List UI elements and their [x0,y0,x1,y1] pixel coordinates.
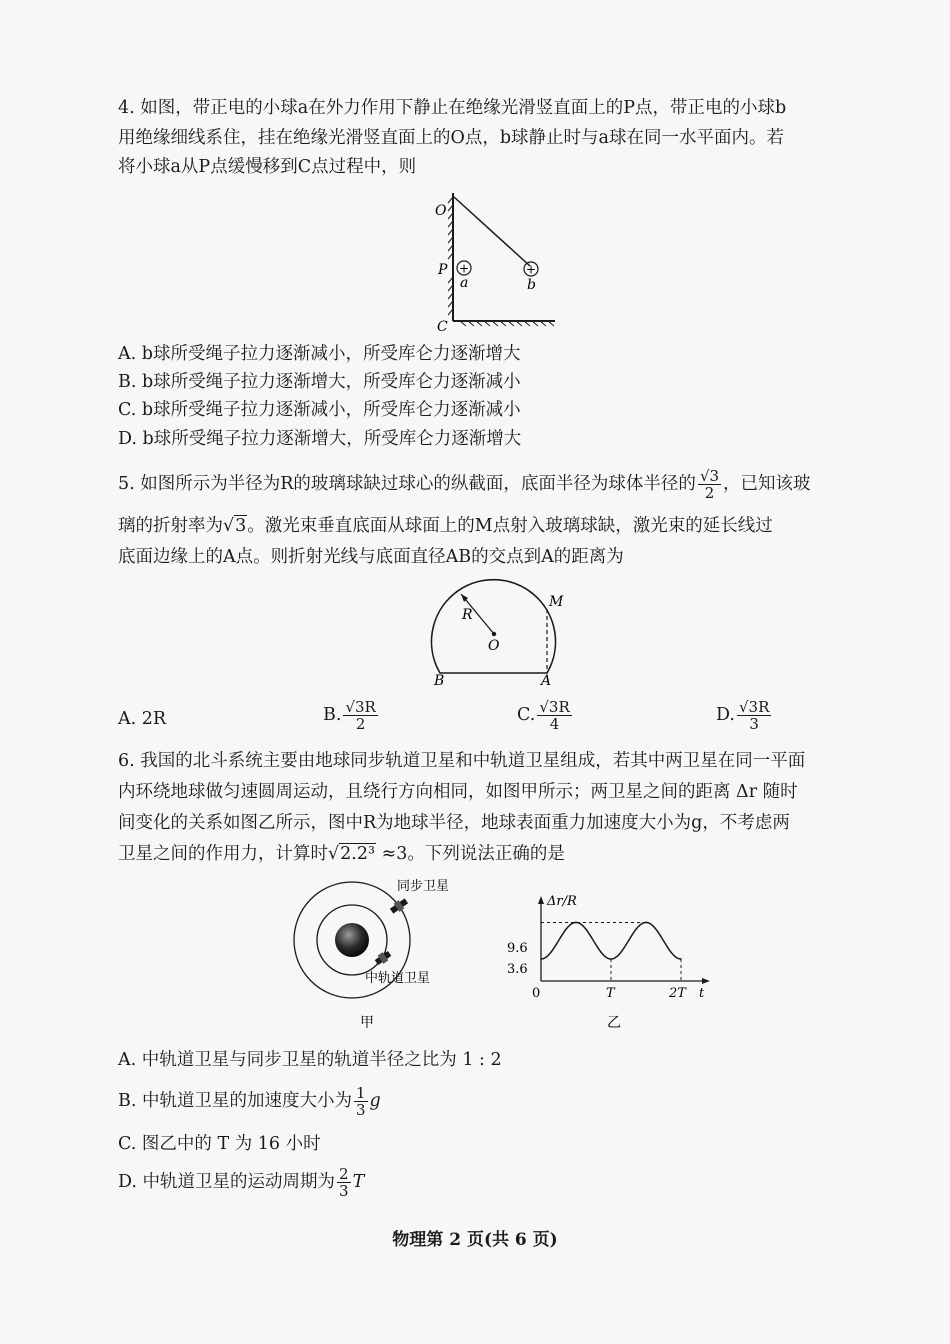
q6-x-axis-arrow [702,978,710,984]
q4-label-a: a [460,275,469,291]
q5-label-A: A [541,673,552,687]
q6-mid-label: 中轨道卫星 [365,971,431,986]
q5-option-b-num: √3R [345,698,376,716]
q4-figure [420,185,570,335]
q4-option-a: A. b球所受绳子拉力逐渐减小，所受库仑力逐渐增大 [118,344,521,364]
q5-sqrt3: √3 [223,516,247,536]
q5-option-d-den: 3 [749,715,759,733]
q5-option-c-den: 4 [549,715,560,733]
q6-option-b-den: 3 [356,1101,366,1119]
q6-option-d-num: 2 [339,1165,349,1183]
q6-chart-y-low: 3.6 [507,962,528,977]
q4-ball-a-charge: + [458,261,470,276]
q6-text-line3: 间变化的关系如图乙所示，图中R为地球半径，地球表面重力加速度大小为g，不考虑两 [118,813,790,833]
q4-string [454,197,530,266]
q5-label-O: O [488,638,500,654]
q5-option-d-frac [737,699,771,732]
q5-option-a: A. 2R [118,709,167,729]
q5-fraction-den: 2 [704,484,715,502]
q6-option-b-pre: B. 中轨道卫星的加速度大小为 [118,1091,352,1111]
q5-option-d-num: √3R [738,698,770,716]
q5-option-b [323,699,380,732]
q4-ball-b-charge: + [525,262,537,277]
q5-option-d [716,699,773,732]
q6-y-axis-arrow [538,896,544,904]
q6-chart-series-line [541,922,681,959]
q6-option-d-frac [337,1166,351,1199]
q6-option-d-pre: D. 中轨道卫星的运动周期为 [118,1172,336,1192]
q4-label-C: C [437,319,448,335]
q6-sqrt-expr: √2.2³ [328,844,376,864]
q6-option-d-den: 3 [339,1182,349,1200]
q6-option-b-post: g [369,1091,381,1111]
q5-fraction-num: √3 [699,467,720,485]
q6-chart [505,893,720,1035]
q6-chart-origin: 0 [532,986,541,1001]
q6-option-b-num: 1 [356,1084,366,1102]
q4-option-d: D. b球所受绳子拉力逐渐增大，所受库仑力逐渐增大 [118,429,522,449]
q5-line2-pre: 璃的折射率为 [118,516,223,536]
q6-line4-pre: 卫星之间的作用力，计算时 [118,844,328,864]
q6-option-b [118,1085,381,1118]
q6-option-d-post: T [352,1172,365,1192]
q6-text-line4 [118,843,565,865]
q6-fig1-caption: 甲 [360,1015,374,1031]
q6-earth [335,923,369,957]
q5-label-M: M [549,594,564,610]
q5-option-c [517,699,574,732]
q6-figure-orbits [285,875,470,1035]
q6-chart-y-high: 9.6 [507,941,528,956]
q6-sync-label: 同步卫星 [397,879,450,894]
q5-option-c-frac [537,699,571,732]
q6-fig2-caption: 乙 [607,1015,621,1031]
q6-chart-x-2T: 2T [669,986,686,1001]
q6-text-line1: 6. 我国的北斗系统主要由地球同步轨道卫星和中轨道卫星组成，若其中两卫星在同一平面 [118,751,806,771]
q4-option-b: B. b球所受绳子拉力逐渐增大，所受库仑力逐渐减小 [118,372,521,392]
q6-line4-post: ≈3。下列说法正确的是 [376,844,565,864]
q5-option-b-frac [343,699,377,732]
q6-chart-ylabel: Δr/R [547,894,577,909]
q6-chart-point [610,958,612,960]
q5-option-c-label: C. [517,705,536,725]
q6-chart-xlabel: t [699,986,705,1001]
q5-line1-post: ，已知该玻 [723,474,811,494]
q5-text-line2 [118,515,773,537]
q5-label-R: R [462,607,473,623]
q5-sphere-cap [432,580,556,673]
page-footer: 物理第 2 页(共 6 页) [392,1230,558,1250]
q4-option-c: C. b球所受绳子拉力逐渐减小，所受库仑力逐渐减小 [118,400,521,420]
q4-label-P: P [438,262,448,278]
q6-sync-satellite-icon [389,897,409,916]
q4-text-line2: 用绝缘细线系住，挂在绝缘光滑竖直面上的O点，b球静止时与a球在同一水平面内。若 [118,128,784,148]
q4-label-b: b [527,277,536,293]
q6-mid-satellite-icon [374,949,393,966]
q6-option-b-frac [354,1085,368,1118]
q5-label-B: B [434,673,445,687]
q4-label-O: O [435,203,447,219]
q5-center-O [492,632,496,636]
q6-chart-point [680,958,682,960]
q6-option-c: C. 图乙中的 T 为 16 小时 [118,1134,321,1154]
q6-option-a: A. 中轨道卫星与同步卫星的轨道半径之比为 1 : 2 [118,1050,502,1070]
q5-line2-post: 。激光束垂直底面从球面上的M点射入玻璃球缺，激光束的延长线过 [247,516,773,536]
q5-line1-pre: 5. 如图所示为半径为R的玻璃球缺过球心的纵截面，底面半径为球体半径的 [118,474,696,494]
q6-text-line2: 内环绕地球做匀速圆周运动，且绕行方向相同，如图甲所示；两卫星之间的距离 Δr 随时 [118,782,798,802]
q6-chart-point [575,922,577,924]
q4-text-line1: 4. 如图，带正电的小球a在外力作用下静止在绝缘光滑竖直面上的P点，带正电的小球b [118,98,787,118]
q5-fraction [698,468,721,501]
q4-text-line3: 将小球a从P点缓慢移到C点过程中，则 [118,157,417,177]
q5-text-line1 [118,468,811,501]
q5-option-d-label: D. [716,705,735,725]
q5-figure [420,575,580,687]
q5-text-line3: 底面边缘上的A点。则折射光线与底面直径AB的交点到A的距离为 [118,547,624,567]
q5-option-b-den: 2 [355,715,366,733]
q6-option-d [118,1166,364,1199]
q6-chart-point [645,922,647,924]
q5-option-c-num: √3R [539,698,570,716]
q5-option-b-label: B. [323,705,342,725]
q6-chart-point [540,958,542,960]
q6-chart-x-T: T [606,986,615,1001]
